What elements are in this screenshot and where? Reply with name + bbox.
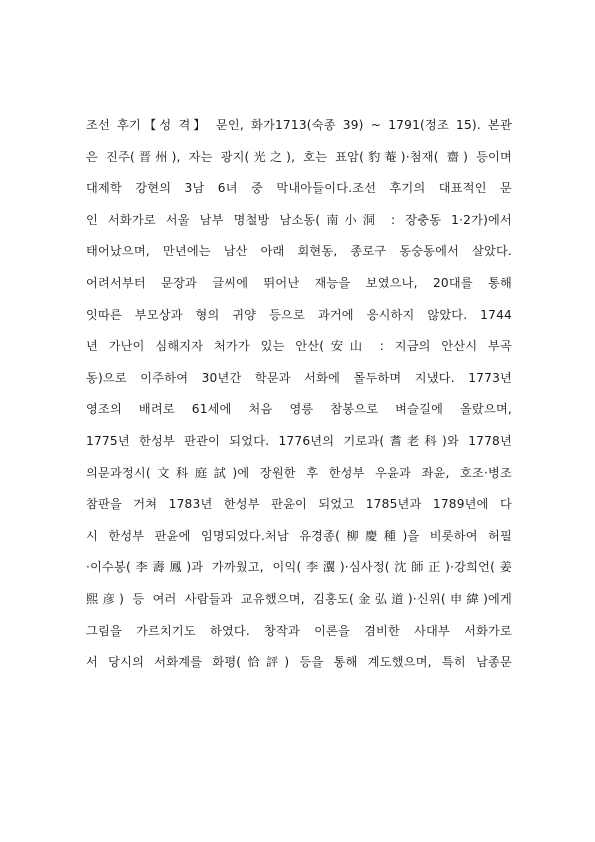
text-line: 년 가난이 심해지자 처가가 있는 안산(安山 : 지금의 안산시 부곡 — [86, 339, 512, 354]
text-line: 그림을 가르치기도 하였다. 창작과 이론을 겸비한 사대부 서화가로 — [86, 623, 512, 638]
text-line: 조선 후기【성 격】 문인, 화가1713(숙종 39) ~ 1791(정조 15). 본관 — [86, 118, 512, 132]
text-line: 서 당시의 서화계를 화평(恰評) 등을 통해 계도했으며, 특히 남종문 — [86, 655, 512, 670]
text-line: 동)으로 이주하여 30년간 학문과 서화에 몰두하며 지냈다. 1773년 — [86, 370, 512, 385]
text-line: 은 진주(晋州), 자는 광지(光之), 호는 표암(豹菴)·첨재( 齋) 등이며 — [86, 149, 512, 164]
text-line: 참판을 거쳐 1783년 한성부 판윤이 되었고 1785년과 1789년에 다 — [86, 497, 512, 512]
text-line: ·이수봉(李壽鳳)과 가까웠고, 이익(李瀷)·심사정(沈師正)·강희언(姜 — [86, 560, 512, 575]
text-line: 熙彦) 등 여러 사람들과 교유했으며, 김홍도(金弘道)·신위(申緯)에게 — [86, 591, 512, 606]
text-line: 1775년 한성부 판관이 되었다. 1776년의 기로과(耆老科)와 1778년 — [86, 433, 512, 448]
body-text — [86, 115, 512, 684]
text-line: 대제학 강현의 3남 6녀 중 막내아들이다.조선 후기의 대표적인 문 — [86, 181, 512, 196]
text-line: 의문과정시(文科庭試)에 장원한 후 한성부 우윤과 좌윤, 호조·병조 — [86, 465, 512, 480]
text-line: 인 서화가로 서울 남부 명철방 남소동(南小洞 : 장충동 1·2가)에서 — [86, 212, 512, 227]
text-line: 어려서부터 문장과 글씨에 뛰어난 재능을 보였으나, 20대를 통해 — [86, 275, 512, 290]
text-line: 시 한성부 판윤에 임명되었다.처남 유경종(柳慶種)을 비롯하여 허필 — [86, 528, 512, 543]
text-line: 영조의 배려로 61세에 처음 영릉 참봉으로 벼슬길에 올랐으며, — [86, 402, 512, 417]
text-line: 잇따른 부모상과 형의 귀양 등으로 과거에 응시하지 않았다. 1744 — [86, 307, 512, 322]
text-line: 태어났으며, 만년에는 남산 아래 회현동, 종로구 동숭동에서 살았다. — [86, 244, 512, 259]
